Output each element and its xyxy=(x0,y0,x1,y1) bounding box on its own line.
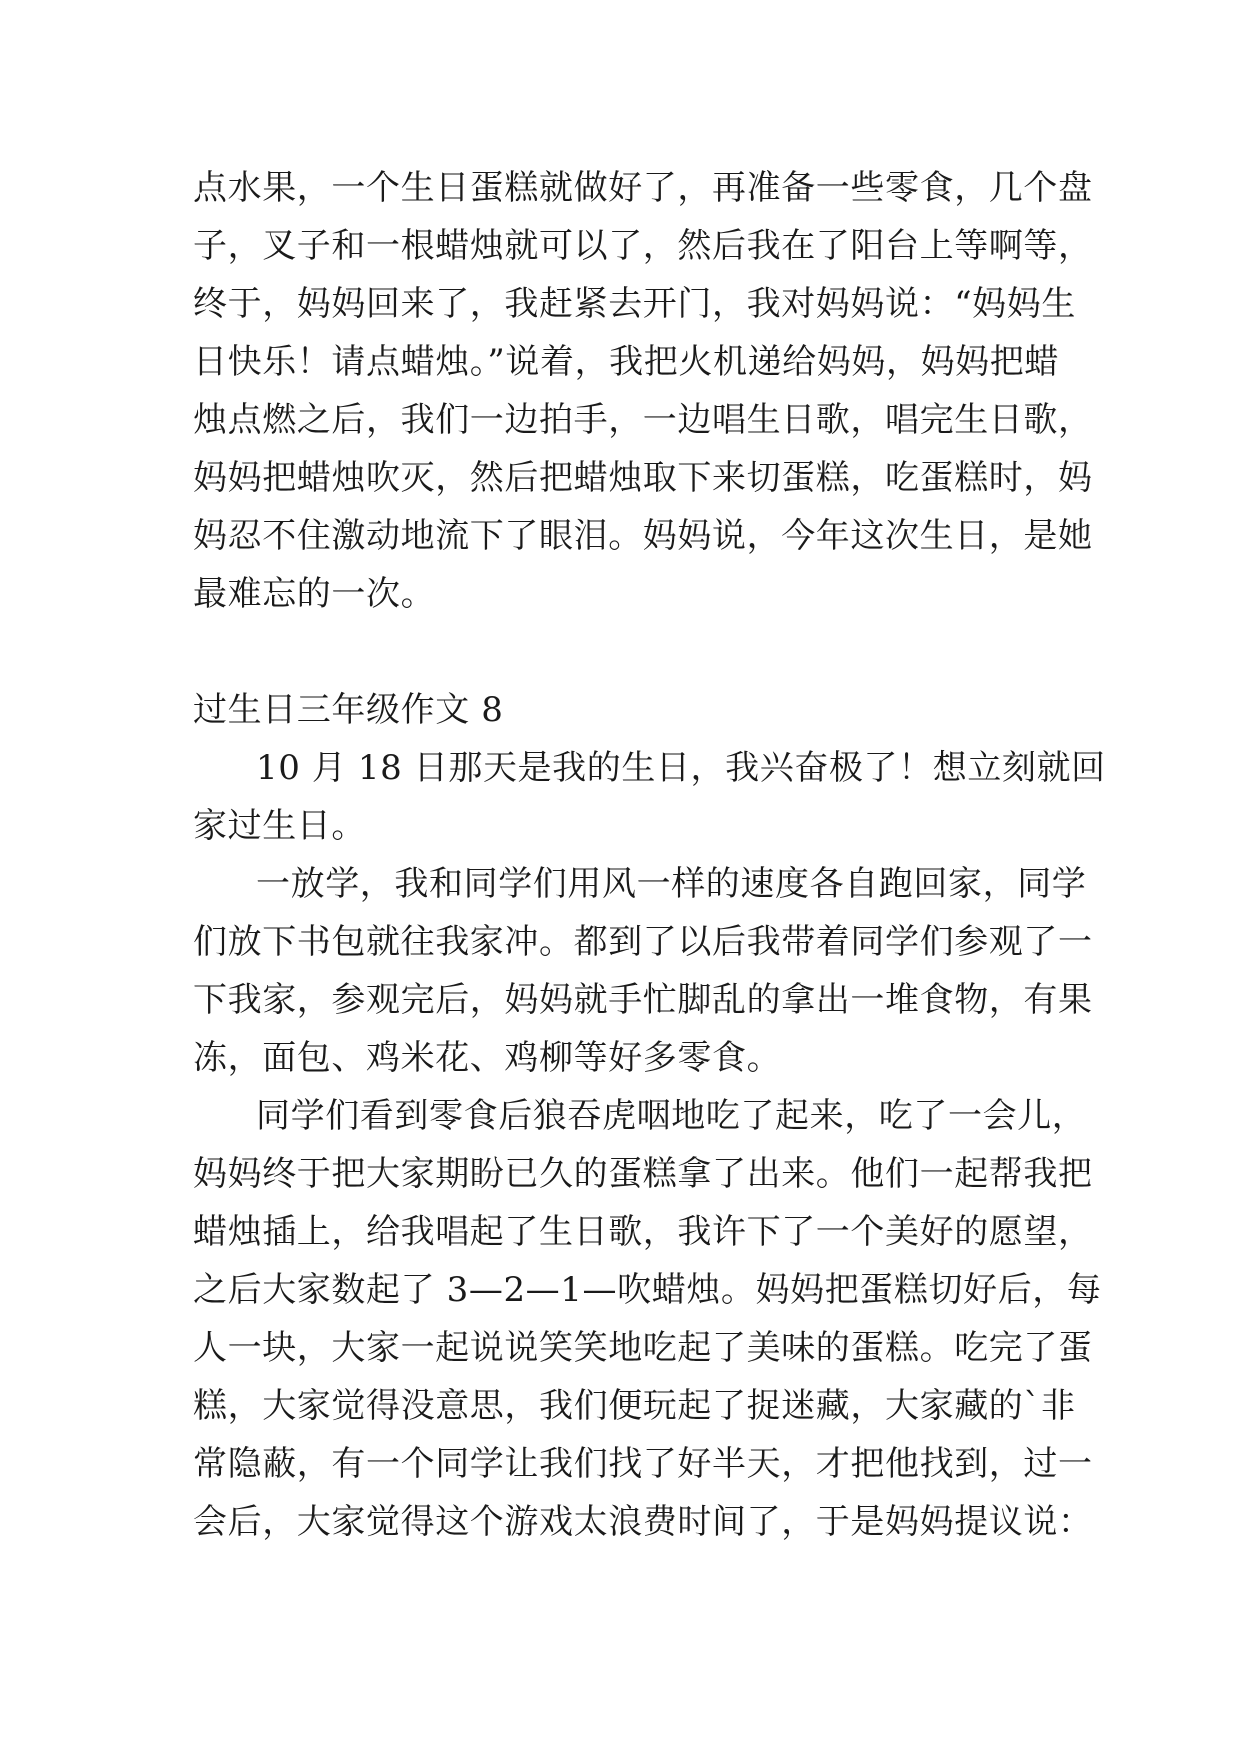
text-line: 蜡烛插上，给我唱起了生日歌，我许下了一个美好的愿望， xyxy=(193,1212,1093,1252)
text-line: 一放学，我和同学们用风一样的速度各自跑回家，同学 xyxy=(256,864,1087,904)
text-line: 最难忘的一次。 xyxy=(193,574,436,614)
text-line: 妈妈把蜡烛吹灭，然后把蜡烛取下来切蛋糕，吃蛋糕时，妈 xyxy=(193,458,1093,498)
text-line: 们放下书包就往我家冲。都到了以后我带着同学们参观了一 xyxy=(193,922,1093,962)
text-line: 10 月 18 日那天是我的生日，我兴奋极了！想立刻就回 xyxy=(256,748,1106,788)
text-line: 之后大家数起了 3—2—1—吹蜡烛。妈妈把蛋糕切好后，每 xyxy=(193,1270,1102,1310)
text-line: 常隐蔽，有一个同学让我们找了好半天，才把他找到，过一 xyxy=(193,1444,1093,1484)
text-line: 家过生日。 xyxy=(193,806,366,846)
text-line: 终于，妈妈回来了，我赶紧去开门，我对妈妈说：“妈妈生 xyxy=(193,284,1076,324)
text-line: 妈妈终于把大家期盼已久的蛋糕拿了出来。他们一起帮我把 xyxy=(193,1154,1093,1194)
text-line: 同学们看到零食后狼吞虎咽地吃了起来，吃了一会儿， xyxy=(256,1096,1087,1136)
text-line: 点水果，一个生日蛋糕就做好了，再准备一些零食，几个盘 xyxy=(193,168,1093,208)
text-line: 妈忍不住激动地流下了眼泪。妈妈说，今年这次生日，是她 xyxy=(193,516,1093,556)
text-line: 下我家，参观完后，妈妈就手忙脚乱的拿出一堆食物，有果 xyxy=(193,980,1093,1020)
text-line: 日快乐！请点蜡烛。”说着，我把火机递给妈妈，妈妈把蜡 xyxy=(193,342,1059,382)
text-line: 冻，面包、鸡米花、鸡柳等好多零食。 xyxy=(193,1038,782,1078)
text-line: 人一块，大家一起说说笑笑地吃起了美味的蛋糕。吃完了蛋 xyxy=(193,1328,1093,1368)
text-line: 糕，大家觉得没意思，我们便玩起了捉迷藏，大家藏的`非 xyxy=(193,1386,1076,1426)
section-heading: 过生日三年级作文 8 xyxy=(193,690,504,730)
text-line: 会后，大家觉得这个游戏太浪费时间了，于是妈妈提议说： xyxy=(193,1502,1093,1542)
text-line: 烛点燃之后，我们一边拍手，一边唱生日歌，唱完生日歌， xyxy=(193,400,1093,440)
text-line: 子，叉子和一根蜡烛就可以了，然后我在了阳台上等啊等， xyxy=(193,226,1093,266)
